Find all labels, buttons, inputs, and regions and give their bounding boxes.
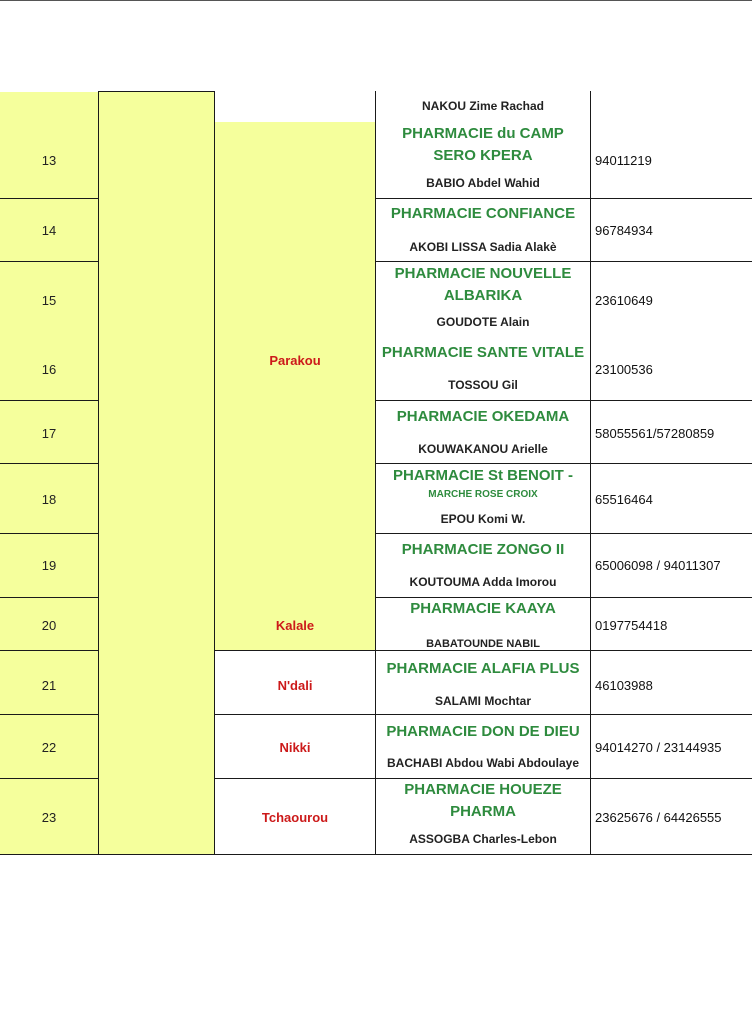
town-name: Tchaourou [261, 810, 329, 825]
phone-number: 94011219 [595, 153, 652, 168]
owner-name: KOUWAKANOU Arielle [418, 442, 548, 456]
owner-name: AKOBI LISSA Sadia Alakè [409, 240, 557, 254]
pharmacy-name: PHARMACIE CONFIANCE [390, 205, 576, 222]
phone-number: 0197754418 [595, 618, 668, 633]
pharmacy-name: PHARMACIE ALAFIA PLUS [386, 660, 580, 677]
phone-number: 58055561/57280859 [595, 426, 715, 441]
phone-number: 65006098 / 94011307 [595, 558, 721, 573]
owner-name: NAKOU Zime Rachad [421, 99, 545, 113]
pharmacy-name: PHARMACIE du CAMP SERO KPERA [402, 125, 564, 164]
owner-name: GOUDOTE Alain [436, 315, 530, 329]
row-number: 14 [41, 223, 57, 238]
phone-number: 23100536 [595, 362, 653, 377]
row-number: 19 [41, 558, 57, 573]
row-number: 22 [41, 740, 57, 755]
row-number: 20 [41, 618, 57, 633]
row-number: 21 [41, 678, 57, 693]
pharmacy-name: PHARMACIE ZONGO II [401, 541, 565, 558]
town-name: Kalale [275, 618, 315, 633]
row-number: 17 [41, 426, 57, 441]
pharmacy-subtitle: MARCHE ROSE CROIX [428, 489, 538, 500]
pharmacy-name: PHARMACIE OKEDAMA [396, 408, 570, 425]
phone-number: 46103988 [595, 678, 653, 693]
row-number: 18 [41, 492, 57, 507]
pharmacy-name: PHARMACIE SANTE VITALE [381, 344, 585, 361]
pharmacy-name: PHARMACIE St BENOIT - [393, 467, 573, 484]
owner-name: SALAMI Mochtar [435, 694, 531, 708]
phone-number: 23625676 / 64426555 [595, 810, 722, 825]
town-name: N'dali [277, 678, 313, 693]
phone-number: 94014270 / 23144935 [595, 740, 722, 755]
row-number: 13 [41, 153, 57, 168]
row-number: 16 [41, 362, 57, 377]
row-number: 15 [41, 293, 57, 308]
phone-number: 23610649 [595, 293, 653, 308]
town-name: Nikki [279, 740, 311, 755]
pharmacy-name: PHARMACIE DON DE DIEU [386, 723, 580, 740]
owner-name: BABATOUNDE NABIL [426, 638, 540, 650]
pharmacy-name: PHARMACIE HOUEZE PHARMA [404, 781, 562, 820]
pharmacy-name: PHARMACIE NOUVELLE ALBARIKA [394, 265, 572, 304]
pharmacy-name: PHARMACIE KAAYA [410, 600, 556, 617]
owner-name: BABIO Abdel Wahid [426, 176, 540, 190]
phone-number: 65516464 [595, 492, 653, 507]
town-name: Parakou [269, 353, 321, 368]
owner-name: ASSOGBA Charles-Lebon [409, 832, 557, 846]
owner-name: EPOU Komi W. [440, 512, 526, 526]
phone-number: 96784934 [595, 223, 653, 238]
owner-name: BACHABI Abdou Wabi Abdoulaye [387, 756, 579, 770]
row-number: 23 [41, 810, 57, 825]
owner-name: TOSSOU Gil [448, 378, 518, 392]
owner-name: KOUTOUMA Adda Imorou [409, 575, 557, 589]
